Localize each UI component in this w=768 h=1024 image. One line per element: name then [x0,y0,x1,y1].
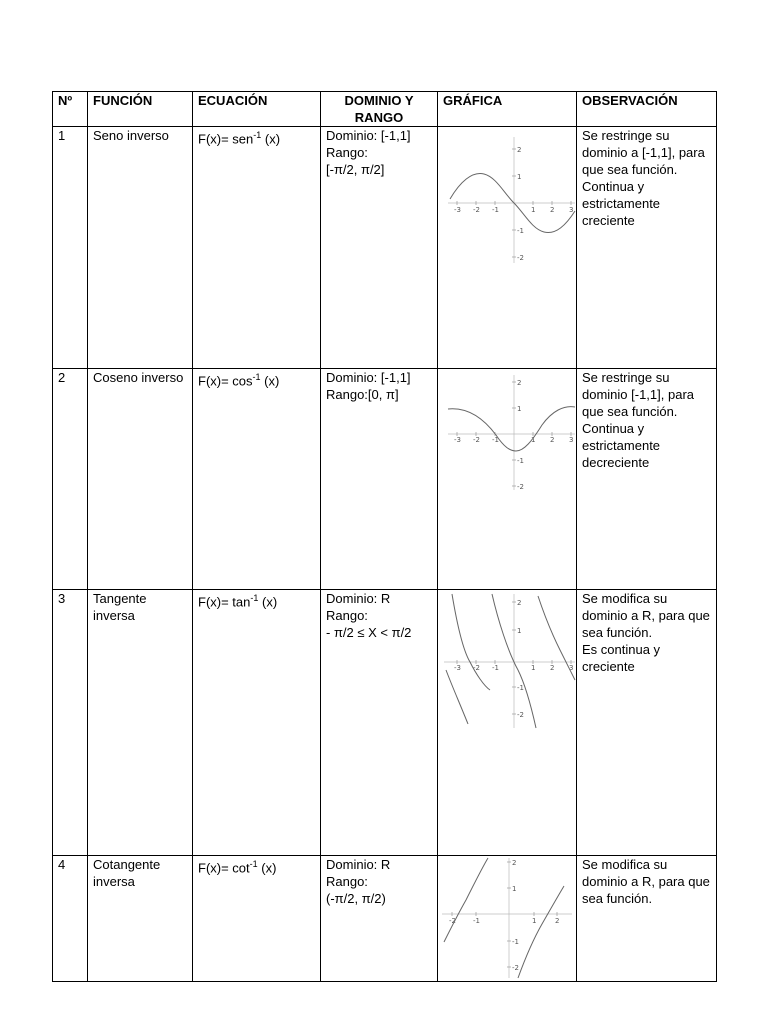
curve [452,594,490,690]
domain-range: Dominio: [-1,1] Rango:[0, π] [321,369,438,590]
header-domain-range: DOMINIO Y RANGO [321,92,438,127]
header-graph: GRÁFICA [438,92,577,127]
equation: $F(x)= \cot^{-1} (x)$ [193,856,321,982]
tick-label: 1 [531,664,536,672]
arcsin-graph [438,127,577,267]
tick-label: -1 [517,457,524,465]
header-row [53,92,717,127]
tick-label: -2 [449,917,456,925]
function-name: Tangente inversa [88,590,193,856]
tick-label: -1 [473,917,480,925]
table-row [53,369,717,590]
arccot-graph [438,856,577,980]
tick-label: 1 [517,405,522,413]
tick-label: -1 [492,436,499,444]
equation: $F(x)= \tan^{-1} (x)$ [193,590,321,856]
tick-label: -1 [492,206,499,214]
graph-cell [438,856,577,982]
graph-cell [438,590,577,856]
row-number: 4 [53,856,88,982]
tick-label: -3 [454,664,461,672]
tick-label: -2 [473,436,480,444]
row-number: 2 [53,369,88,590]
observation: Se modifica su dominio a R, para que sea función. [577,856,717,982]
curve [446,670,468,724]
tick-label: 3 [569,436,574,444]
arccos-graph [438,369,577,494]
tick-label: -2 [473,664,480,672]
tick-label: -2 [512,964,519,972]
curve [448,407,575,451]
graph-cell [438,369,577,590]
table-row [53,590,717,856]
tick-label: -3 [454,436,461,444]
tick-label: 2 [555,917,560,925]
arctan-graph [438,590,577,730]
observation: Se restringe su dominio [-1,1], para que sea función. Continua y estrictamente decreciente [577,369,717,590]
tick-label: -1 [517,227,524,235]
equation: F(x)= sen$^{-1}$ (x) [193,127,321,369]
tick-label: 3 [569,206,574,214]
table-row [53,127,717,369]
tick-label: 2 [550,436,555,444]
header-num: Nº [53,92,88,127]
tick-label: 2 [517,379,522,387]
tick-label: 2 [550,206,555,214]
tick-label: 1 [517,173,522,181]
header-equation: ECUACIÓN [193,92,321,127]
function-name: Cotangente inversa [88,856,193,982]
tick-label: 1 [517,627,522,635]
table-row [53,856,717,982]
equation: $F(x)= \cos^{-1} (x)$ [193,369,321,590]
observation: Se modifica su dominio a R, para que sea función. Es continua y creciente [577,590,717,856]
function-name: Seno inverso [88,127,193,369]
tick-label: -1 [517,684,524,692]
tick-label: -2 [473,206,480,214]
domain-range: Dominio: R Rango: (-π/2, π/2) [321,856,438,982]
graph-cell [438,127,577,369]
tick-label: -2 [517,711,524,719]
domain-range: Dominio: [-1,1] Rango: [-π/2, π/2] [321,127,438,369]
header-function: FUNCIÓN [88,92,193,127]
functions-table [52,91,717,982]
tick-label: 2 [550,664,555,672]
curve [444,858,488,942]
domain-range: Dominio: R Rango: - π/2 ≤ X < π/2 [321,590,438,856]
row-number: 3 [53,590,88,856]
tick-label: -1 [512,938,519,946]
tick-label: 2 [517,146,522,154]
function-name: Coseno inverso [88,369,193,590]
tick-label: -1 [492,664,499,672]
tick-label: 1 [532,917,537,925]
tick-label: 2 [517,599,522,607]
header-observation: OBSERVACIÓN [577,92,717,127]
tick-label: 2 [512,859,517,867]
tick-label: -2 [517,254,524,262]
tick-label: -3 [454,206,461,214]
curve [518,886,564,978]
tick-label: 1 [531,206,536,214]
tick-label: -2 [517,483,524,491]
tick-label: 1 [512,885,517,893]
observation: Se restringe su dominio a [-1,1], para que sea función. Continua y estrictamente creciente [577,127,717,369]
tick-label: 1 [531,436,536,444]
tick-label: 3 [569,664,574,672]
row-number: 1 [53,127,88,369]
